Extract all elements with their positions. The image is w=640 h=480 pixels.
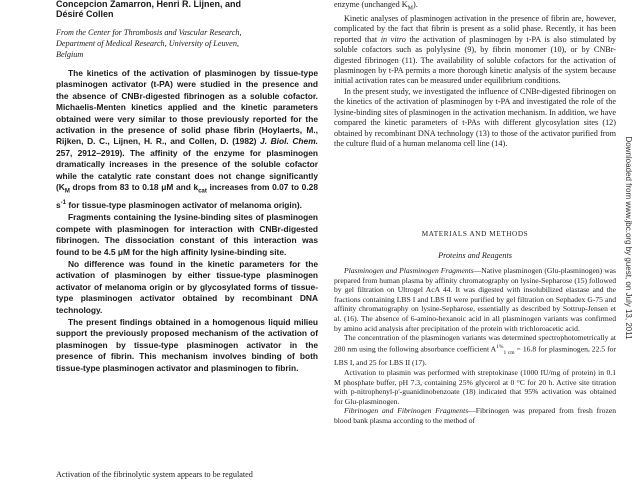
authors-continued: Désiré Collen xyxy=(56,9,114,19)
affiliation xyxy=(56,27,318,60)
download-watermark xyxy=(618,118,632,358)
body-paragraph: enzyme (unchanged $K_M$). xyxy=(334,0,418,12)
download-watermark-text: Downloaded from www.jbc.org by guest, on July 13, 2011 xyxy=(624,136,633,340)
methods-text xyxy=(334,266,616,426)
methods-paragraph: Plasminogen and Plasminogen Fragments—Native plasminogen (Glu-plasminogen) was prepared from human plasma by affinity chromatography on lysine-Sepharose (15) followed by gel filtration on Ultrogel AcA 44. It was digested with insolubilized elastase and the fractions containing LBS I and LBS II were purified by gel filtration on Sephadex G-75 and affinity chromatography on lysine-Sepharose, essentially as described by Sottrup-Jensen et al. (16). The absence of 6-amino-hexanoic acid in all plasminogen variants was confirmed by amino acid analysis after precipitation of the protein with trichloroacetic acid. xyxy=(334,266,617,333)
abstract-paragraph: Fragments containing the lysine-binding sites of plasminogen compete with plasminogen for interaction with CNBr-digested fibrinogen. The dissociation constant of this interaction was found to be 4.5 μM for the high affinity lysine-binding site. xyxy=(56,212,318,257)
body-paragraph: Kinetic analyses of plasminogen activation in the presence of fibrin are, however, complicated by the fact that fibrin is present as a solid phase. Recently, it has been reported that in vitro the activation of plasminogen by t-PA is also stimulated by soluble cofactors such as polylysine (9), by fibrin monomer (10), or by CNBr-digested fibrinogen (11). The availability of soluble cofactors for the activation of plasminogen by t-PA permits a more thorough kinetic analysis of the system because initial activation rates can be measured under equilibrium conditions. xyxy=(334,14,617,86)
introduction-first-line: Activation of the fibrinolytic system appears to be regulated xyxy=(56,470,253,479)
abstract-paragraph: The kinetics of the activation of plasminogen by tissue-type plasminogen activator (t-PA) were studied in the presence and the absence of CNBr-digested fibrinogen as a soluble cofactor. Michaelis-Menten kinetics applied and the kinetic parameters obtained were very similar to those previously reported for the activation in the presence of solid phase fibrin (Hoylaerts, M., Rijken, D. C., Lijnen, H. R., and Collen, D. (1982) J. Biol. Chem. 257, 2912–2919). The affinity of the enzyme for plasminogen dramatically increases in the presence of the soluble cofactor while the catalytic rate constant does not change significantly ($K_M$ drops from 83 to 0.18 μM and $k_{cat}$ increases from 0.07 to 0.28 $s^{-1}$ for tissue-type plasminogen activator of melanoma origin). xyxy=(56,68,318,210)
introduction-continued xyxy=(334,0,616,149)
abstract-paragraph: The present findings obtained in a homogenous liquid milieu support the previously proposed mechanism of the activation of plasminogen by tissue-type plasminogen activator in the presence of fibrin. This mechanism involves binding of both tissue-type plasminogen activator and plasminogen to fibrin. xyxy=(56,317,318,373)
methods-paragraph: The concentration of the plasminogen variants was determined spectrophotometrically at 280 nm using the following absorbance coefficient $A^{1\%}_{1 cm} = 16.8$ for plasminogen, 22.5 for LBS I, and 25 for LBS II (17). xyxy=(334,333,616,368)
abstract-paragraph: No difference was found in the kinetic parameters for the activation of plasminogen by either tissue-type plasminogen activator of melanoma origin or by glycosylated forms of tissue-type plasminogen activator obtained by recombinant DNA technology. xyxy=(56,258,318,315)
body-paragraph: In the present study, we investigated the influence of CNBr-digested fibrinogen on the kinetics of the activation of plasminogen by t-PA and investigated the role of the lysine-binding sites of plasminogen in the activation mechanism. In addition, we have compared the kinetic parameters of t-PAs with different glycosylation sites (12) obtained by recombinant DNA technology (13) to those of the activator purified from the culture fluid of a human melanoma cell line (14). xyxy=(334,86,616,148)
affiliation-line: Department of Medical Research, University of Leuven, xyxy=(56,39,239,48)
affiliation-line: Belgium xyxy=(56,50,84,59)
methods-paragraph: Activation to plasmin was performed with streptokinase (1000 IU/mg of protein) in 0.1 M phosphate buffer, pH 7.3, containing 25% glycerol at 0 °C for 20 h. Active site titration with p-nitrophenyl-p'-guanidinobenzoate (18) indicated that 95% activation was obtained for Glu-plasminogen. xyxy=(334,367,616,406)
abstract xyxy=(56,68,318,375)
subsection-heading: Proteins and Reagents xyxy=(438,251,512,260)
section-heading: MATERIALS AND METHODS xyxy=(421,230,529,238)
affiliation-line: From the Center for Thrombosis and Vascular Research, xyxy=(56,28,242,37)
authors: Concepcion Zamarron, Henri R. Lijnen, and xyxy=(56,0,242,9)
methods-paragraph: Fibrinogen and Fibrinogen Fragments—Fibrinogen was prepared from fresh frozen blood bank plasma according to the method of xyxy=(334,406,616,425)
